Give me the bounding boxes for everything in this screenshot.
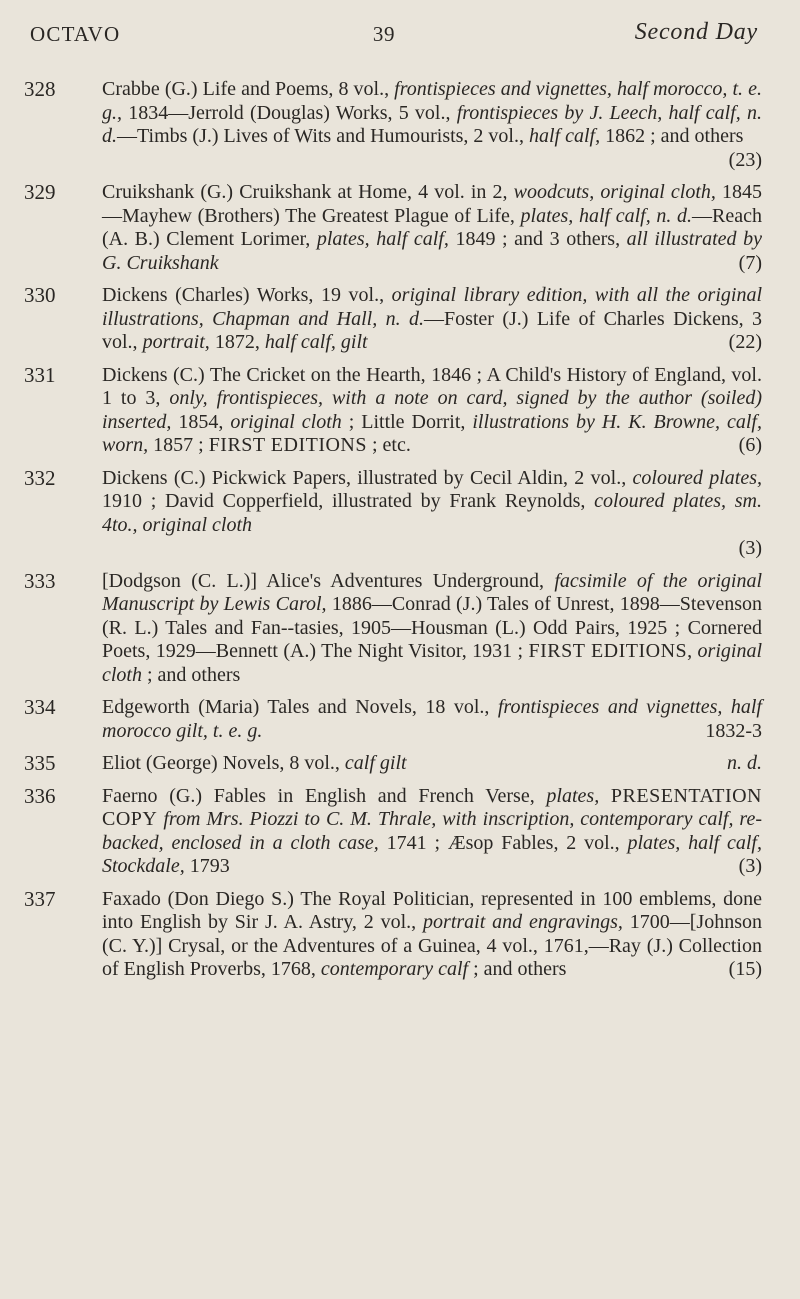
lot-description bbox=[102, 78, 762, 172]
lot-number: 334 bbox=[24, 695, 56, 719]
lot-entry bbox=[24, 284, 762, 355]
lot-price: (7) bbox=[738, 251, 762, 274]
header-sale-day: Second Day bbox=[634, 19, 758, 45]
lot-text-segment: woodcuts, original cloth, bbox=[513, 181, 716, 203]
lot-text-segment: 1862 ; and others bbox=[600, 125, 744, 147]
lot-text-segment: 1834—Jerrold (Douglas) Works, 5 vol., bbox=[122, 101, 457, 124]
lot-text-segment: , bbox=[687, 640, 698, 662]
lot-text-segment: Crabbe (G.) Life and Poems, 8 vol., bbox=[102, 78, 395, 100]
lot-text-segment: original cloth bbox=[102, 640, 762, 686]
lot-description bbox=[102, 181, 762, 275]
lot-text-segment: Eliot (George) Novels, 8 vol., bbox=[102, 752, 345, 774]
lot-list bbox=[24, 78, 762, 991]
lot-number: 331 bbox=[24, 362, 56, 387]
lot-number: 335 bbox=[24, 751, 56, 775]
lot-entry bbox=[24, 888, 762, 982]
lot-description bbox=[102, 888, 762, 982]
lot-text-segment: ; etc. bbox=[367, 434, 411, 456]
lot-text-segment: plates, bbox=[546, 784, 600, 807]
lot-entry bbox=[24, 78, 762, 172]
lot-entry bbox=[24, 570, 762, 688]
lot-text-segment: portrait and engravings, bbox=[423, 911, 623, 933]
lot-number: 329 bbox=[24, 180, 56, 204]
lot-description bbox=[102, 284, 762, 355]
lot-text-segment: facsimile of the original Manuscript by Lewis Carol, bbox=[102, 569, 762, 615]
lot-price: (3) bbox=[738, 537, 762, 559]
lot-text-segment: FIRST EDITIONS bbox=[208, 434, 367, 456]
lot-text-segment: 1849 ; and 3 others, bbox=[448, 228, 627, 250]
lot-description bbox=[102, 364, 762, 458]
lot-text-segment: coloured plates, sm. 4to., original cloth bbox=[102, 490, 762, 536]
lot-text-segment bbox=[599, 785, 611, 807]
lot-text-segment: ; and others bbox=[468, 958, 567, 980]
lot-text-segment: calf gilt bbox=[344, 752, 407, 774]
lot-text-segment: half calf, bbox=[529, 125, 601, 147]
lot-text-segment: 1857 ; bbox=[148, 434, 209, 456]
lot-price: (22) bbox=[728, 331, 762, 353]
lot-text-segment: 1854, bbox=[171, 410, 231, 433]
lot-description bbox=[102, 696, 762, 743]
lot-text-segment: —Timbs (J.) Lives of Wits and Humourists, 2 vol., bbox=[117, 125, 529, 147]
lot-text-segment: illustrations by H. K. Browne, calf, worn, bbox=[102, 410, 762, 456]
lot-text-segment: —Reach (A. B.) Clement Lorimer, bbox=[102, 204, 762, 250]
lot-number: 330 bbox=[24, 283, 56, 307]
lot-entry bbox=[24, 181, 762, 275]
lot-entry bbox=[24, 785, 762, 879]
lot-number: 332 bbox=[24, 465, 56, 490]
lot-text-segment: only, frontispieces, with a note on card, signed by the author (soiled) inserted, bbox=[102, 387, 763, 433]
lot-text-segment: ; Little Dorrit, bbox=[341, 410, 473, 433]
lot-number: 336 bbox=[24, 783, 56, 808]
lot-text-segment: Dickens (C.) Pickwick Papers, illustrated by Cecil Aldin, 2 vol., bbox=[102, 466, 633, 489]
lot-text-segment: Faxado (Don Diego S.) The Royal Politician, represented in 100 emblems, done into English by Sir J. A. Astry, 2 vol., bbox=[102, 887, 762, 933]
lot-text-segment: Dickens (C.) The Cricket on the Hearth, 1846 ; A Child's History of England, vol. 1 to 3, bbox=[102, 363, 762, 409]
lot-text-segment: contemporary calf bbox=[320, 958, 469, 980]
lot-description bbox=[102, 570, 762, 688]
lot-text-segment: frontispieces and vignettes, bbox=[394, 78, 612, 100]
lot-description bbox=[102, 467, 762, 561]
lot-text-segment: —Foster (J.) Life of Charles Dickens, 3 vol., bbox=[102, 307, 762, 353]
lot-text-segment: all illustrated by G. Cruikshank bbox=[102, 228, 762, 274]
lot-text-segment: 1886—Conrad (J.) Tales of Unrest, 1898—Stevenson (R. L.) Tales and Fan--tasies, 1905—Housman (L.) Odd Pairs, 1925 ; Cornered Poets, 1929—Bennett (A.) The Night Visitor, 1931 ; bbox=[102, 593, 762, 662]
lot-price: (6) bbox=[738, 434, 762, 456]
lot-text-segment: 1793 bbox=[184, 855, 230, 877]
lot-text-segment: 1700—[Johnson (C. Y.)] Crysal, or the Adventures of a Guinea, 4 vol., 1761,—Ray (J.) Collection of English Proverbs, 1768, bbox=[102, 911, 762, 980]
lot-text-segment: frontispieces and vignettes, half morocco gilt, t. e. g. bbox=[102, 696, 762, 742]
lot-text-segment: PRESENTATION COPY bbox=[102, 784, 762, 830]
lot-text-segment: portrait, bbox=[142, 331, 210, 353]
page-number: 39 bbox=[372, 22, 396, 46]
lot-number: 337 bbox=[24, 886, 56, 911]
lot-number: 328 bbox=[24, 77, 56, 101]
lot-text-segment: frontispieces by J. Leech, half calf, n. d. bbox=[102, 101, 763, 147]
lot-entry bbox=[24, 364, 762, 458]
page-header bbox=[30, 19, 758, 52]
lot-price: (15) bbox=[728, 958, 762, 980]
lot-text-segment: 1845—Mayhew (Brothers) The Greatest Plague of Life, bbox=[102, 181, 763, 227]
lot-price: (3) bbox=[738, 855, 762, 877]
lot-text-segment: half calf, gilt bbox=[264, 331, 368, 353]
lot-text-segment: plates, half calf, n. d. bbox=[520, 204, 693, 227]
lot-text-segment: ; and others bbox=[142, 663, 241, 686]
lot-text-segment: Cruikshank (G.) Cruikshank at Home, 4 vol. in 2, bbox=[102, 181, 514, 203]
lot-entry bbox=[24, 696, 762, 743]
lot-text-segment: 1910 ; David Copperfield, illustrated by Frank Reynolds, bbox=[102, 490, 595, 512]
lot-text-segment: original cloth bbox=[230, 410, 342, 433]
lot-text-segment: Edgeworth (Maria) Tales and Novels, 18 vol., bbox=[102, 696, 498, 718]
lot-price: (23) bbox=[728, 148, 762, 171]
lot-text-segment: coloured plates, bbox=[632, 466, 762, 489]
lot-text-segment: FIRST EDITIONS bbox=[528, 640, 688, 662]
lot-text-segment: from Mrs. Piozzi to C. M. Thrale, with inscription, contemporary calf, re-backed, enclosed in a cloth case, bbox=[102, 808, 763, 854]
lot-text-segment: half morocco, t. e. g., bbox=[102, 78, 763, 124]
lot-price: n. d. bbox=[727, 752, 762, 774]
lot-text-segment: original library edition, with all the original illustrations, Chapman and Hall, n. d. bbox=[102, 284, 762, 330]
lot-entry bbox=[24, 752, 762, 776]
lot-number: 333 bbox=[24, 568, 56, 593]
lot-description bbox=[102, 752, 762, 776]
lot-text-segment: [Dodgson (C. L.)] Alice's Adventures Underground, bbox=[102, 569, 555, 592]
lot-text-segment: Dickens (Charles) Works, 19 vol., bbox=[102, 284, 392, 306]
lot-description bbox=[102, 785, 762, 879]
lot-text-segment: plates, half calf, Stockdale, bbox=[102, 831, 762, 877]
lot-text-segment: 1872, bbox=[209, 331, 265, 353]
lot-entry bbox=[24, 467, 762, 561]
lot-text-segment: plates, half calf, bbox=[316, 228, 449, 250]
lot-text-segment: Faerno (G.) Fables in English and French Verse, bbox=[102, 784, 547, 807]
lot-text-segment: 1741 ; Æsop Fables, 2 vol., bbox=[378, 831, 628, 854]
lot-price: 1832-3 bbox=[705, 719, 762, 742]
header-format: OCTAVO bbox=[30, 22, 121, 46]
